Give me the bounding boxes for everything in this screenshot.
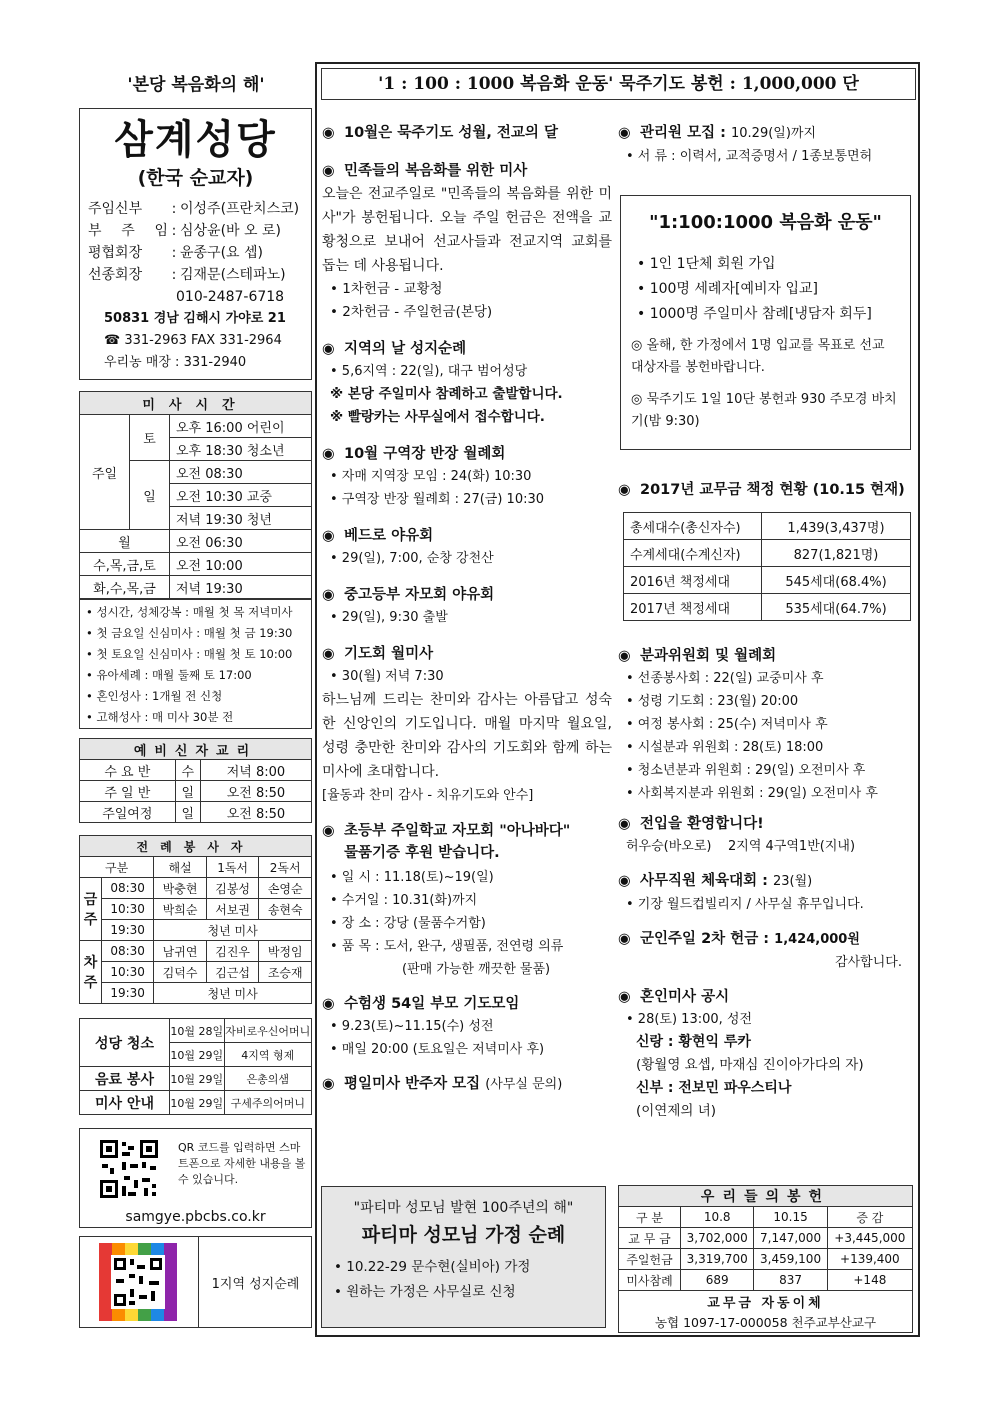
offering-title: 우리들의봉헌	[619, 1186, 913, 1207]
church-info-box	[79, 108, 312, 380]
fatima-subtitle: "파티마 성모님 발현 100주년의 해"	[353, 1200, 574, 1216]
circle-bullet-icon: ◉	[618, 816, 631, 832]
tithe-title: 2017년 교무금 책정 현황 (10.15 현재)	[640, 482, 905, 498]
bank-account: 농협 1097-17-000058 천주교부산교구	[619, 1312, 913, 1333]
mission-mass-text: 오늘은 전교주일로 "민족들의 복음화를 위한 미사"가 봉헌됩니다. 오늘 주일 헌금은 전액을 교황청으로 보내어 선교사들과 전교지역 교회를 돕는 데 사용됩니다.	[322, 186, 612, 274]
tithe-table: 총세대수(총신자수) 1,439(3,437명) 수계세대(수계신자) 827(1,821명) 2016년 책정세대 545세대(68.4%) 2017년 책정세대 535세대(64.7%)	[623, 512, 911, 621]
circle-bullet-icon: ◉	[322, 1076, 335, 1092]
committee-title: 분과위원회 및 월례회	[640, 648, 777, 664]
motto: '본당 복음화의 해'	[127, 75, 265, 95]
organist-recruit-title: 평일미사 반주자 모집	[344, 1076, 481, 1092]
caretaker-recruit-title: 관리원 모집 :	[640, 125, 726, 141]
church-patron: (한국 순교자)	[137, 167, 254, 189]
mass-notes	[79, 599, 312, 729]
wedding-title: 혼인미사 공시	[640, 989, 730, 1005]
circle-bullet-icon: ◉	[618, 931, 631, 947]
telephone: ☎ 331-2963 FAX 331-2964	[104, 333, 282, 348]
auto-transfer-label: 교무금 자동이체	[619, 1291, 913, 1312]
right-column: ◉ 관리원 모집 : 10.29(일)까지 • 서 류 : 이력서, 교적증명서 / 1종보통면허	[618, 122, 914, 168]
servers-title: 전례봉사자	[80, 836, 312, 857]
prayer-mass-title: 기도회 월미사	[344, 646, 434, 662]
mission-mass-title: 민족들의 복음화를 위한 미사	[344, 163, 528, 179]
rosary-month-title: 10월은 묵주기도 성월, 전교의 달	[344, 125, 558, 141]
colorful-qr-icon[interactable]	[99, 1243, 177, 1321]
staff-row: 선종회장 : 김재문(스테파노)	[88, 267, 286, 283]
site-url-link[interactable]: samgye.pbcbs.co.kr	[125, 1209, 266, 1225]
circle-bullet-icon: ◉	[322, 996, 335, 1012]
note-item: • 첫 토요일 신심미사 : 매월 첫 토 10:00	[86, 647, 293, 661]
staff-row: 주임신부 : 이성주(프란치스코)	[88, 201, 300, 217]
liturgy-servers-table: 전례봉사자 구분 해설 1독서 2독서 금주 08:30 박충현 김봉성 손영순 10:30 박희순 서보권 송현숙 19:30 청년 미사 차주 08:30 남귀연 김진우 박정임 10:30 김덕수 김근섭 조승재 19:30 청년 미사	[79, 835, 312, 1004]
circle-bullet-icon: ◉	[618, 648, 631, 664]
pilgrimage-label: 1지역 성지순례	[198, 1236, 312, 1328]
mass-schedule-table: 미사시간 주일 토 오후 16:00 어린이 오후 18:30 청소년 일 오전 08:30 오전 10:30 교중 저녁 19:30 청년 월 오전 06:30 수,목,금,토 오전 10:00 화,수,목,금 저녁 19:30	[79, 391, 312, 599]
circle-bullet-icon: ◉	[322, 446, 335, 462]
tithe-title-row	[618, 479, 916, 501]
middle-column: ◉ 10월은 묵주기도 성월, 전교의 달 ◉ 민족들의 복음화를 위한 미사 오늘은 전교주일로 "민족들의 복음화를 위한 미사"가 봉헌됩니다. 오늘 주일 헌금은 전액을 교황청으로 보내어 선교사들과 전교지역 교회를 돕는 데 사용됩니다. • 1차헌금 - 교황청 • 2차헌금 - 주일헌금(본당) ◉ 지역의 날 성지순례 • 5,6지역 : 22(일), 대구 범어성당 ※ 본당 주일미사 참례하고 출발합니다. ※ 빨랑카는 사무실에서 접수합니다. ◉ 10월 구역장 반장 월례회 • 자매 지역장 모임 : 24(화) 10:30 • 구역장 반장 월례회 : 27(금) 10:30 ◉ 베드로 야유회 • 29(일), 7:00, 순창 강천산 ◉ 중고등부 자모회 야유회 • 29(일), 9:30 출발 ◉ 기도회 월미사 • 30(월) 저녁 7:30 하느님께 드리는 찬미와 감사는 아름답고 성숙한 신앙인의 기도입니다. 매월 마지막 월요일, 성령 충만한 찬미와 감사의 기도회와 함께 하는 미사에 초대합니다. [율동과 찬미 감사 - 치유기도와 안수] ◉ 초등부 주일학교 자모회 "아나바다" 물품기증 후원 받습니다. • 일 시 : 11.18(토)~19(일) • 수거일 : 10.31(화)까지 • 장 소 : 강당 (물품수거함) • 품 목 : 도서, 완구, 생필품, 전연령 의류 (판매 가능한 깨끗한 물품) ◉ 수험생 54일 부모 기도모임 • 9.23(토)~11.15(수) 성전 • 매일 20:00 (토요일은 저녁미사 후) ◉ 평일미사 반주자 모집 (사무실 문의)	[322, 122, 612, 1096]
address: 50831 경남 김해시 가야로 21	[104, 311, 286, 326]
fatima-box: "파티마 성모님 발현 100주년의 해" 파티마 성모님 가정 순례 • 10.22-29 문수현(실비아) 가정 • 원하는 가정은 사무실로 신청	[321, 1186, 606, 1328]
sunday-label: 주일	[80, 415, 130, 530]
evangelization-box: "1:100:1000 복음화 운동" • 1인 1단체 회원 가입 • 100명 세례자[예비자 입교] • 1000명 주일미사 참례[냉담자 회두] ◎ 올해, 한 가정에서 1명 입교를 목표로 선교 대상자를 봉헌바랍니다. ◎ 묵주기도 1일 10단 봉헌과 930 주모경 바치기(밤 9:30)	[620, 195, 911, 450]
staff-row: 부 주 임 : 심상윤(바 오 로)	[88, 223, 281, 239]
qr-code-icon[interactable]	[98, 1138, 160, 1200]
this-week-label: 금주	[80, 878, 102, 941]
circle-bullet-icon: ◉	[618, 989, 631, 1005]
circle-bullet-icon: ◉	[618, 125, 631, 141]
parents-picnic-title: 중고등부 자모회 야유회	[344, 587, 495, 603]
sun-label: 일	[130, 461, 170, 530]
military-offering-title: 군인주일 2차 헌금 :	[640, 931, 770, 947]
note-item: • 첫 금요일 신심미사 : 매월 첫 금 19:30	[86, 626, 293, 640]
offering-table: 우리들의봉헌 구 분 10.8 10.15 증 감 교 무 금 3,702,000 7,147,000 +3,445,000 주일헌금 3,319,700 3,459,100 +139,400 미사참례 689 837 +148 교무금 자동이체 농협 1097-17-000058 천주교부산교구	[618, 1185, 913, 1333]
evangelization-title: "1:100:1000 복음화 운동"	[649, 212, 882, 233]
prayer-mass-text: 하느님께 드리는 찬미와 감사는 아름답고 성숙한 신앙인의 기도입니다. 매월 마지막 월요일, 성령 충만한 찬미와 감사의 기도회와 함께 하는 미사에 초대합니다.	[322, 692, 612, 780]
qr-instructions: QR 코드를 입력하면 스마트폰으로 자세한 내용을 볼 수 있습니다.	[178, 1141, 306, 1186]
region-pilgrimage-title: 지역의 날 성지순례	[344, 341, 467, 357]
circle-bullet-icon: ◉	[322, 587, 335, 603]
mass-table-title: 미사시간	[80, 392, 312, 415]
circle-bullet-icon: ◉	[322, 528, 335, 544]
block-meeting-title: 10월 구역장 반장 월례회	[344, 446, 506, 462]
catechumen-title: 예비신자교리	[80, 739, 312, 760]
saturday-label: 토	[130, 415, 170, 461]
shop-phone: 우리농 매장 : 331-2940	[104, 355, 247, 370]
circle-bullet-icon: ◉	[618, 482, 631, 498]
circle-bullet-icon: ◉	[618, 873, 631, 889]
duty-table: 성당 청소 10월 28일 자비로우신어머니 10월 29일 4지역 형제 음료 봉사 10월 29일 은총의샘 미사 안내 10월 29일 구세주의어머니	[79, 1018, 312, 1115]
peter-picnic-title: 베드로 야유회	[344, 528, 434, 544]
exam-prayer-title: 수험생 54일 부모 기도모임	[344, 996, 520, 1012]
catechumen-table: 예비신자교리 수 요 반 수 저녁 8:00 주 일 반 일 오전 8:50 주일여정 일 오전 8:50	[79, 738, 312, 823]
circle-bullet-icon: ◉	[322, 125, 335, 141]
right-lower-column: ◉ 분과위원회 및 월례회 • 선종봉사회 : 22(일) 교중미사 후 • 성령 기도회 : 23(월) 20:00 • 여정 봉사회 : 25(수) 저녁미사 후 • 시설분과 위원회 : 28(토) 18:00 • 청소년분과 위원회 : 29(일) 오전미사 후 • 사회복지분과 위원회 : 29(일) 오전미사 후 ◉ 전입을 환영합니다! 허우승(바오로) 2지역 4구역1반(지내) ◉ 사무직원 체육대회 : 23(월) • 기장 월드컵빌리지 / 사무실 휴무입니다. ◉ 군인주일 2차 헌금 : 1,424,000원 감사합니다. ◉ 혼인미사 공시 • 28(토) 13:00, 성전 신랑 : 황현익 루카 (황월영 요셉, 마재심 진이아가다의 자) 신부 : 전보민 파우스티나 (이연제의 녀)	[618, 645, 916, 1123]
fatima-title: 파티마 성모님 가정 순례	[361, 1224, 566, 1246]
note-item: • 유아세례 : 매월 둘째 토 17:00	[86, 668, 252, 682]
circle-bullet-icon: ◉	[322, 646, 335, 662]
sports-day-title: 사무직원 체육대회 :	[640, 873, 768, 889]
anabada-title: 초등부 주일학교 자모회 "아나바다"	[344, 823, 571, 839]
welcome-title: 전입을 환영합니다!	[640, 816, 764, 832]
circle-bullet-icon: ◉	[322, 341, 335, 357]
staff-row: 평협회장 : 윤종구(요 셉)	[88, 245, 263, 261]
circle-bullet-icon: ◉	[322, 163, 335, 179]
note-item: • 성시간, 성체강복 : 매월 첫 목 저녁미사	[86, 605, 293, 619]
headline-banner: '1 : 100 : 1000 복음화 운동' 묵주기도 봉헌 : 1,000,000 단	[321, 68, 916, 100]
phone-number: 010-2487-6718	[176, 289, 285, 305]
circle-bullet-icon: ◉	[322, 823, 335, 839]
next-week-label: 차주	[80, 941, 102, 1004]
note-item: • 혼인성사 : 1개월 전 신청	[86, 689, 223, 703]
note-item: • 고해성사 : 매 미사 30분 전	[86, 710, 234, 724]
church-name: 삼계성당	[114, 117, 277, 163]
